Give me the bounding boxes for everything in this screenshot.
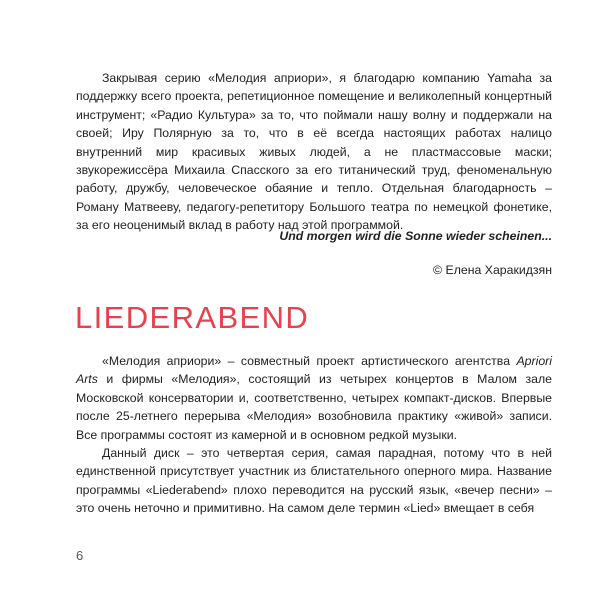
closing-quote: Und morgen wird die Sonne wieder scheinen... <box>279 229 552 243</box>
page-number: 6 <box>76 548 84 563</box>
paragraph-1-start: «Мелодия априори» – совместный проект артистического агентства <box>102 354 517 368</box>
section-paragraph-1 <box>76 352 552 444</box>
agency-name: Apriori Arts <box>76 354 552 387</box>
section-text-block <box>76 352 552 518</box>
paragraph-1-end: и фирмы «Мелодия», состоящий из четырех концертов в Малом зале Московской консерватории и, соответственно, четырех компакт-дисков. Впервые после 25-летнего перерыва «Мелодия» возобновила практику «живой» записи. Все программы состоят из камерной и в основном редкой музыки. <box>76 372 552 442</box>
section-paragraph-2: Данный диск – это четвертая серия, самая парадная, потому что в ней единственной присутствует участник из блистательного оперного мира. Название программы «Liederabend» плохо переводится на русский язык, «вечер песни» – это очень неточно и примитивно. На самом деле термин «Lied» вмещает в себя <box>76 446 552 516</box>
acknowledgements-paragraph: Закрывая серию «Мелодия априори», я благодарю компанию Yamaha за поддержку всего проекта, репетиционное помещение и великолепный концертный инструмент; «Радио Культура» за то, что поймали нашу волну и поддержали на своей; Иру Полярную за то, что в её всегда настоящих работах налицо внутренний мир красивых живых людей, а не пластмассовые маски; звукорежиссёра Михаила Спасского за его титанический труд, феноменальную работу, дружбу, человеческое обаяние и тепло. Отдельная благодарность – Роману Матвееву, педагогу-репетитору Большого театра по немецкой фонетике, за его неоценимый вклад в работу над этой программой. <box>76 71 552 233</box>
author-signature: © Елена Харакидзян <box>433 263 552 277</box>
intro-text-block <box>76 69 552 235</box>
section-heading: LIEDERABEND <box>75 300 310 335</box>
